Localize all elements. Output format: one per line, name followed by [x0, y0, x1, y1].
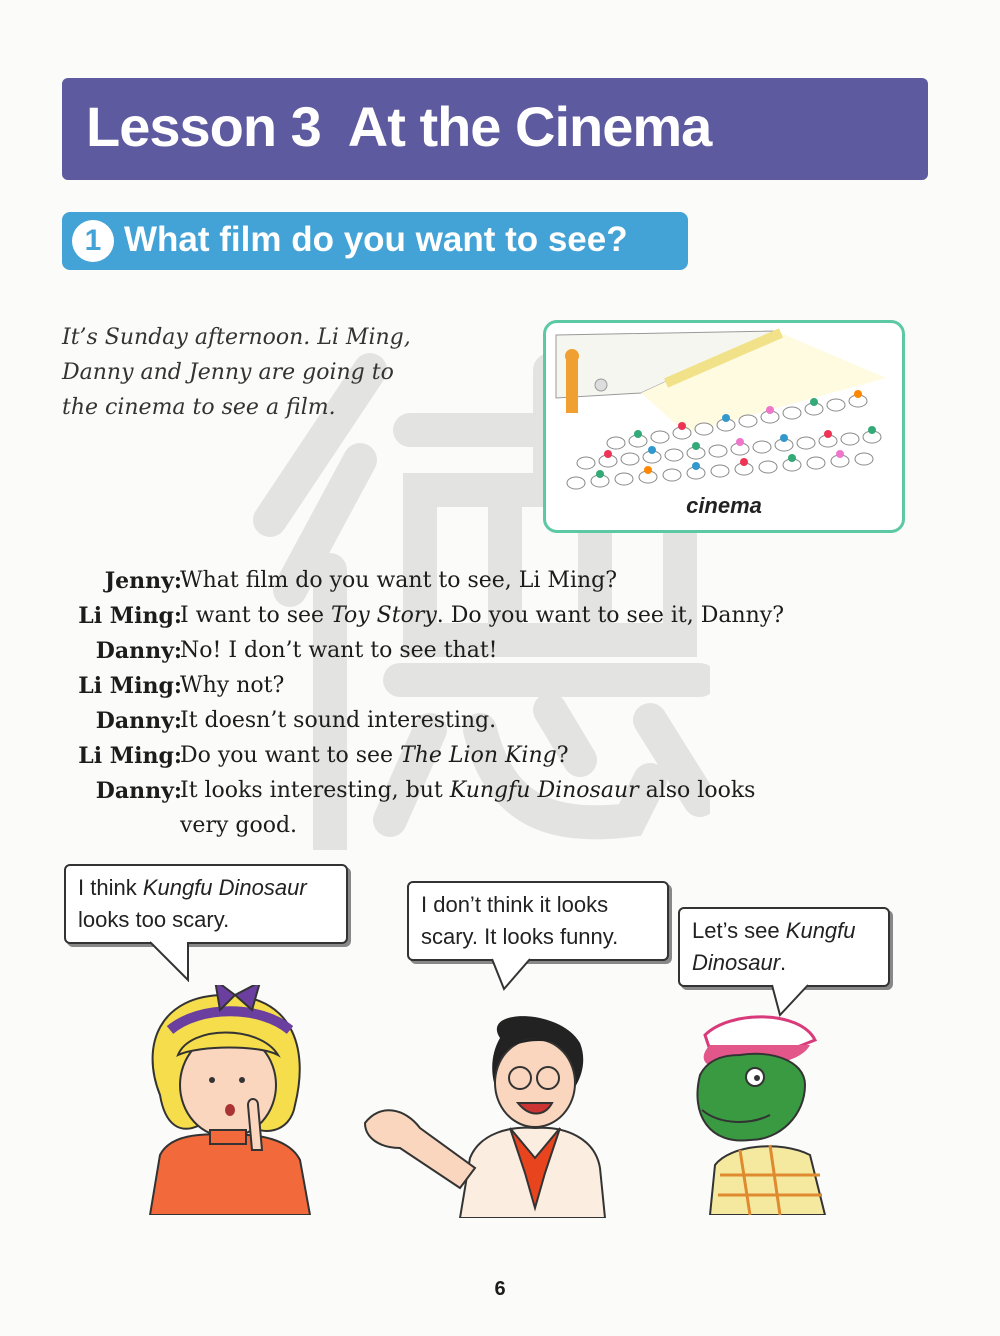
- speaker-name: Danny:: [95, 638, 182, 664]
- speech-text: I want to see Toy Story. Do you want to see it, Danny?: [180, 603, 785, 628]
- intro-line: Danny and Jenny are going to: [62, 360, 394, 385]
- danny-dinosaur-character-image: [690, 1015, 840, 1215]
- dialogue-line: [62, 778, 862, 813]
- film-title: Kungfu Dinosaur: [449, 778, 639, 803]
- liming-speech-bubble: I don’t think it looks scary. It looks funny.: [407, 881, 669, 961]
- lesson-title: Lesson 3 At the Cinema: [86, 95, 712, 158]
- dialogue-line: [62, 813, 862, 848]
- dialogue-line: [62, 708, 862, 743]
- lesson-title-banner: [62, 78, 928, 180]
- speech-text: What film do you want to see, Li Ming?: [180, 568, 618, 593]
- dialogue-line: [62, 673, 862, 708]
- jenny-speech-bubble: I think Kungfu Dinosaur looks too scary.: [64, 864, 348, 944]
- speaker-name: Li Ming:: [78, 603, 182, 629]
- speaker-name: Danny:: [95, 778, 182, 804]
- intro-line: the cinema to see a film.: [62, 395, 336, 420]
- speech-text: It doesn’t sound interesting.: [180, 708, 497, 733]
- speech-text: It looks interesting, but Kungfu Dinosaur also looks: [180, 778, 756, 803]
- speech-text: Why not?: [180, 673, 285, 698]
- jenny-character-image: [140, 985, 320, 1215]
- dialogue-line: [62, 603, 862, 638]
- film-title: The Lion King: [400, 743, 557, 768]
- cinema-caption: cinema: [686, 493, 762, 518]
- section-number-badge: 1: [72, 220, 114, 262]
- speaker-name: Li Ming:: [78, 743, 182, 769]
- intro-paragraph: [62, 320, 462, 425]
- film-title: Toy Story: [331, 603, 437, 628]
- section-banner: [62, 212, 688, 270]
- speaker-name: Li Ming:: [78, 673, 182, 699]
- danny-speech-bubble: Let’s see Kungfu Dinosaur.: [678, 907, 890, 987]
- speaker-name: Jenny:: [104, 568, 182, 594]
- liming-character-image: [360, 1008, 610, 1218]
- dialogue-line: [62, 568, 862, 603]
- intro-line: It’s Sunday afternoon. Li Ming,: [62, 325, 411, 350]
- page-number: 6: [494, 1278, 506, 1300]
- speech-text: No! I don’t want to see that!: [180, 638, 498, 663]
- tiger-figure: [566, 358, 578, 413]
- bubble-tail: [770, 983, 816, 1017]
- section-title: What film do you want to see?: [124, 220, 628, 259]
- dialogue: [62, 568, 862, 848]
- bubble-tail: [490, 957, 540, 991]
- speaker-name: Danny:: [95, 708, 182, 734]
- speech-text: Do you want to see The Lion King?: [180, 743, 569, 768]
- bubble-tail: [150, 940, 200, 982]
- speech-text: very good.: [180, 813, 298, 838]
- dialogue-line: [62, 638, 862, 673]
- cinema-picture: [543, 320, 905, 533]
- dialogue-line: [62, 743, 862, 778]
